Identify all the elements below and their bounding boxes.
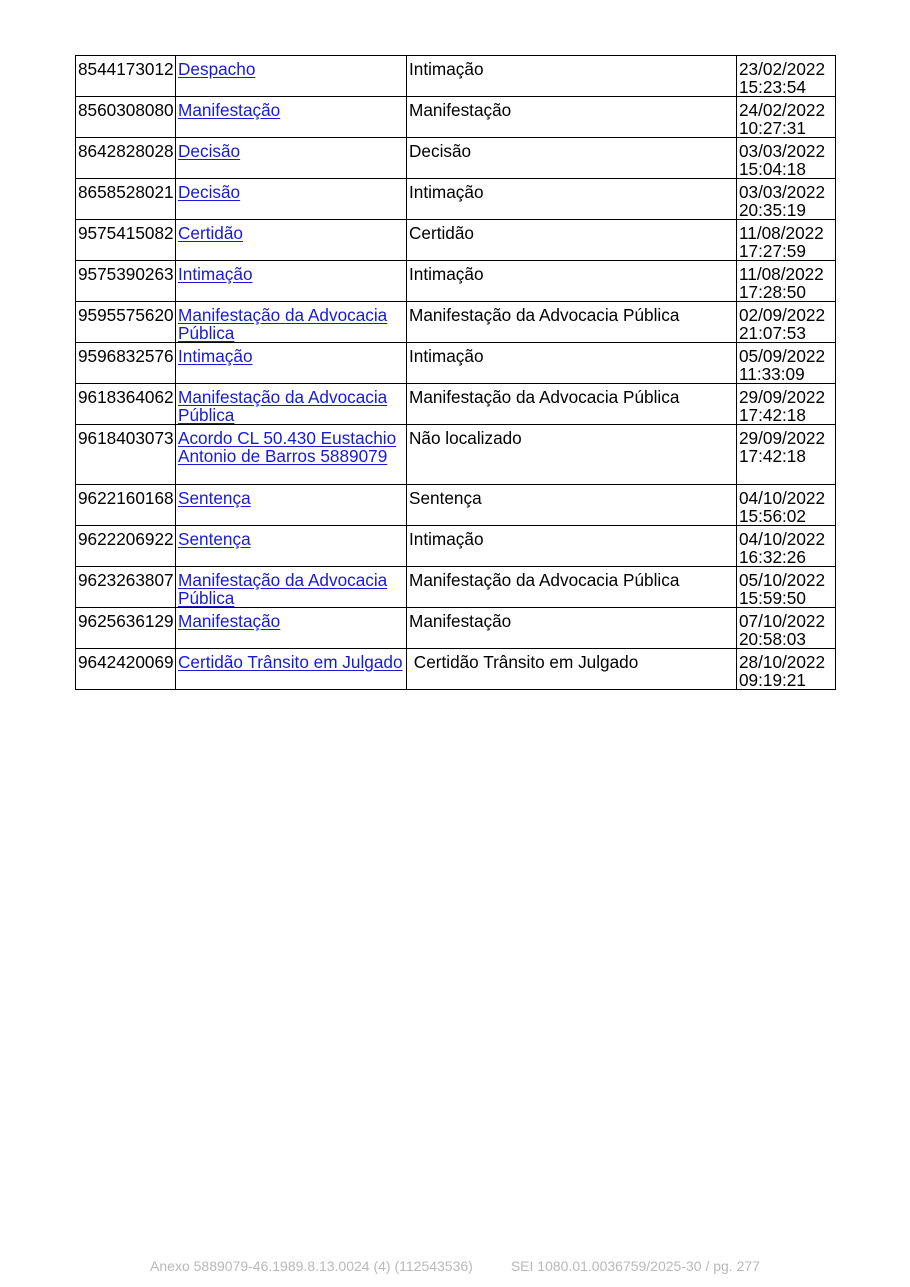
document-link[interactable]: Manifestação da Advocacia Pública [178, 387, 388, 425]
time-text: 20:35:19 [739, 200, 806, 220]
document-type-cell: Intimação [407, 261, 737, 302]
document-cell [176, 56, 407, 97]
time-text: 15:59:50 [739, 588, 806, 608]
document-cell [176, 526, 407, 567]
time-text: 09:19:21 [739, 670, 806, 690]
document-id-cell: 9575415082 [76, 220, 176, 261]
document-id-cell: 9618364062 [76, 384, 176, 425]
document-link[interactable]: Decisão [178, 141, 241, 161]
table-row [76, 261, 836, 302]
datetime-cell [737, 179, 836, 220]
document-type-cell: Certidão [407, 220, 737, 261]
document-link[interactable]: Decisão [178, 182, 241, 202]
document-type-cell: Não localizado [407, 425, 737, 485]
document-cell [176, 343, 407, 384]
table-row [76, 138, 836, 179]
document-type-cell: Intimação [407, 526, 737, 567]
time-text: 15:04:18 [739, 159, 806, 179]
document-link[interactable]: Certidão Trânsito em Julgado [178, 652, 403, 672]
document-cell [176, 384, 407, 425]
datetime-cell [737, 384, 836, 425]
documents-table-body [76, 56, 836, 690]
date-text: 03/03/2022 [739, 141, 826, 161]
document-id-cell: 9622206922 [76, 526, 176, 567]
document-cell [176, 97, 407, 138]
date-text: 05/09/2022 [739, 346, 826, 366]
time-text: 10:27:31 [739, 118, 806, 138]
document-cell [176, 649, 407, 690]
time-text: 17:42:18 [739, 405, 806, 425]
time-text: 16:32:26 [739, 547, 806, 567]
time-text: 15:56:02 [739, 506, 806, 526]
datetime-cell [737, 649, 836, 690]
document-type-cell: Manifestação da Advocacia Pública [407, 302, 737, 343]
time-text: 15:23:54 [739, 77, 806, 97]
date-text: 04/10/2022 [739, 488, 826, 508]
document-type-cell: Intimação [407, 179, 737, 220]
footer-annex: Anexo 5889079-46.1989.8.13.0024 (4) (112543536) [150, 1258, 473, 1274]
document-id-cell: 8658528021 [76, 179, 176, 220]
table-row [76, 302, 836, 343]
table-row [76, 608, 836, 649]
date-text: 23/02/2022 [739, 59, 826, 79]
document-id-cell: 9622160168 [76, 485, 176, 526]
document-link[interactable]: Sentença [178, 488, 251, 508]
document-id-cell: 9623263807 [76, 567, 176, 608]
document-type-cell: Manifestação da Advocacia Pública [407, 384, 737, 425]
table-row [76, 425, 836, 485]
document-cell [176, 567, 407, 608]
document-link[interactable]: Sentença [178, 529, 251, 549]
datetime-cell [737, 485, 836, 526]
footer-sei: SEI 1080.01.0036759/2025-30 / pg. 277 [510, 1258, 760, 1274]
table-row [76, 649, 836, 690]
document-id-cell: 9642420069 [76, 649, 176, 690]
table-row [76, 56, 836, 97]
document-type-cell: Decisão [407, 138, 737, 179]
document-cell [176, 608, 407, 649]
date-text: 02/09/2022 [739, 305, 826, 325]
datetime-cell [737, 138, 836, 179]
datetime-cell [737, 56, 836, 97]
document-id-cell: 9595575620 [76, 302, 176, 343]
document-link[interactable]: Despacho [178, 59, 256, 79]
document-link[interactable]: Acordo CL 50.430 Eustachio Antonio de Barros 5889079 [178, 428, 397, 466]
documents-table [75, 55, 836, 690]
time-text: 17:28:50 [739, 282, 806, 302]
document-link[interactable]: Manifestação da Advocacia Pública [178, 570, 388, 608]
page-footer [0, 1258, 910, 1274]
date-text: 28/10/2022 [739, 652, 826, 672]
document-id-cell: 8544173012 [76, 56, 176, 97]
date-text: 07/10/2022 [739, 611, 826, 631]
datetime-cell [737, 220, 836, 261]
time-text: 20:58:03 [739, 629, 806, 649]
document-cell [176, 261, 407, 302]
document-type-cell: Sentença [407, 485, 737, 526]
datetime-cell [737, 567, 836, 608]
document-cell [176, 138, 407, 179]
document-link[interactable]: Intimação [178, 264, 253, 284]
table-row [76, 343, 836, 384]
document-type-cell: Manifestação [407, 97, 737, 138]
document-id-cell: 9618403073 [76, 425, 176, 485]
table-row [76, 485, 836, 526]
table-row [76, 220, 836, 261]
table-row [76, 567, 836, 608]
datetime-cell [737, 608, 836, 649]
datetime-cell [737, 425, 836, 485]
date-text: 03/03/2022 [739, 182, 826, 202]
datetime-cell [737, 526, 836, 567]
table-row [76, 179, 836, 220]
time-text: 21:07:53 [739, 323, 806, 343]
document-type-cell: Intimação [407, 56, 737, 97]
document-cell [176, 179, 407, 220]
document-cell [176, 220, 407, 261]
date-text: 29/09/2022 [739, 428, 826, 448]
document-type-cell: Manifestação [407, 608, 737, 649]
date-text: 04/10/2022 [739, 529, 826, 549]
document-cell [176, 425, 407, 485]
document-link[interactable]: Manifestação [178, 611, 281, 631]
datetime-cell [737, 343, 836, 384]
document-link[interactable]: Manifestação [178, 100, 281, 120]
datetime-cell [737, 97, 836, 138]
document-cell [176, 302, 407, 343]
document-type-cell: Certidão Trânsito em Julgado [407, 649, 737, 690]
table-row [76, 526, 836, 567]
table-row [76, 97, 836, 138]
document-id-cell: 8560308080 [76, 97, 176, 138]
datetime-cell [737, 261, 836, 302]
document-cell [176, 485, 407, 526]
date-text: 24/02/2022 [739, 100, 826, 120]
time-text: 17:27:59 [739, 241, 806, 261]
datetime-cell [737, 302, 836, 343]
date-text: 11/08/2022 [739, 223, 824, 243]
time-text: 17:42:18 [739, 446, 806, 466]
document-id-cell: 9575390263 [76, 261, 176, 302]
document-id-cell: 8642828028 [76, 138, 176, 179]
document-id-cell: 9596832576 [76, 343, 176, 384]
document-type-cell: Intimação [407, 343, 737, 384]
date-text: 11/08/2022 [739, 264, 824, 284]
date-text: 05/10/2022 [739, 570, 826, 590]
document-id-cell: 9625636129 [76, 608, 176, 649]
document-type-cell: Manifestação da Advocacia Pública [407, 567, 737, 608]
table-row [76, 384, 836, 425]
document-link[interactable]: Intimação [178, 346, 253, 366]
date-text: 29/09/2022 [739, 387, 826, 407]
document-link[interactable]: Manifestação da Advocacia Pública [178, 305, 388, 343]
document-link[interactable]: Certidão [178, 223, 243, 243]
time-text: 11:33:09 [739, 364, 805, 384]
